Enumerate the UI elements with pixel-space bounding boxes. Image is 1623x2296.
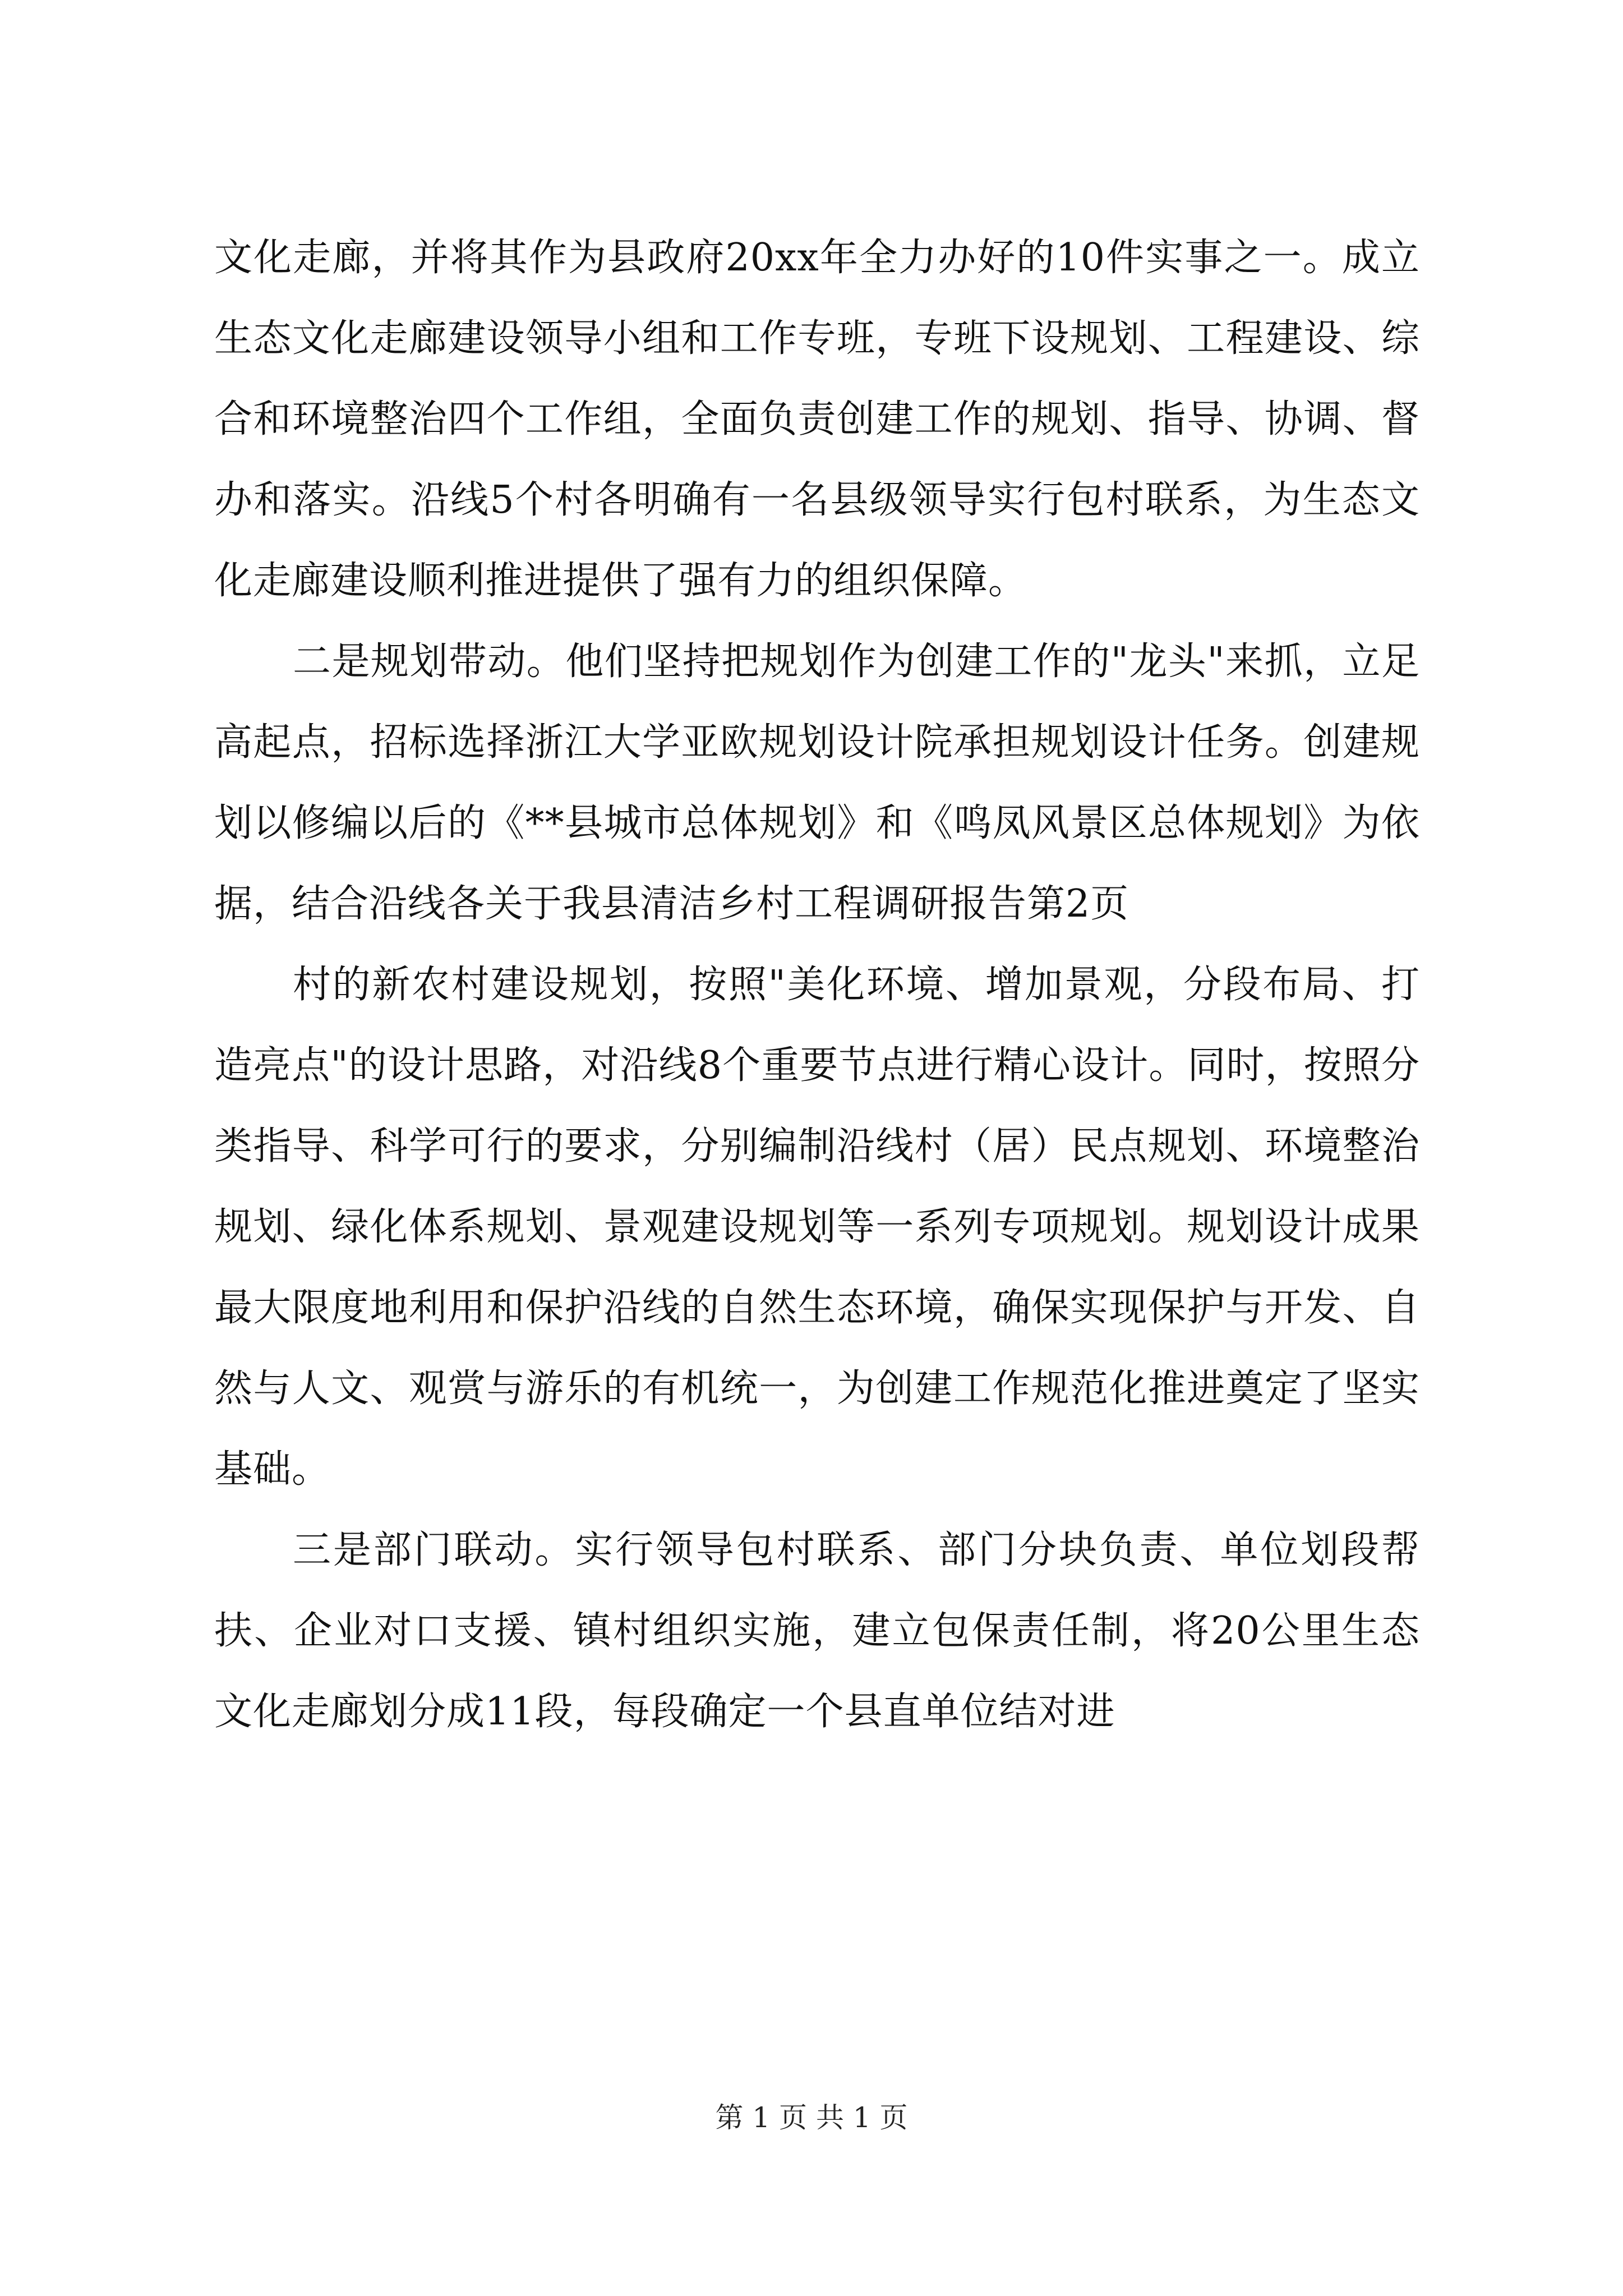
page-footer: 第 1 页 共 1 页 (715, 2101, 908, 2134)
paragraph-3: 村的新农村建设规划，按照"美化环境、增加景观，分段布局、打造亮点"的设计思路，对沿线8个重要节点进行精心设计。同时，按照分类指导、科学可行的要求，分别编制沿线村（居）民点规划、环境整治规划、绿化体系规划、景观建设规划等一系列专项规划。规划设计成果最大限度地利用和保护沿线的自然生态环境，确保实现保护与开发、自然与人文、观赏与游乐的有机统一，为创建工作规范化推进奠定了坚实基础。 (214, 963, 1420, 1492)
document-body (214, 218, 1420, 1752)
paragraph-4: 三是部门联动。实行领导包村联系、部门分块负责、单位划段帮扶、企业对口支援、镇村组织实施，建立包保责任制，将20公里生态文化走廊划分成11段，每段确定一个县直单位结对进 (214, 1528, 1420, 1734)
paragraph-1: 文化走廊，并将其作为县政府20xx年全力办好的10件实事之一。成立生态文化走廊建设领导小组和工作专班，专班下设规划、工程建设、综合和环境整治四个工作组，全面负责创建工作的规划、指导、协调、督办和落实。沿线5个村各明确有一名县级领导实行包村联系，为生态文化走廊建设顺利推进提供了强有力的组织保障。 (214, 236, 1420, 603)
paragraph-2: 二是规划带动。他们坚持把规划作为创建工作的"龙头"来抓，立足高起点，招标选择浙江大学亚欧规划设计院承担规划设计任务。创建规划以修编以后的《**县城市总体规划》和《鸣凤风景区总体规划》为依据，结合沿线各关于我县清洁乡村工程调研报告第2页 (214, 639, 1420, 926)
